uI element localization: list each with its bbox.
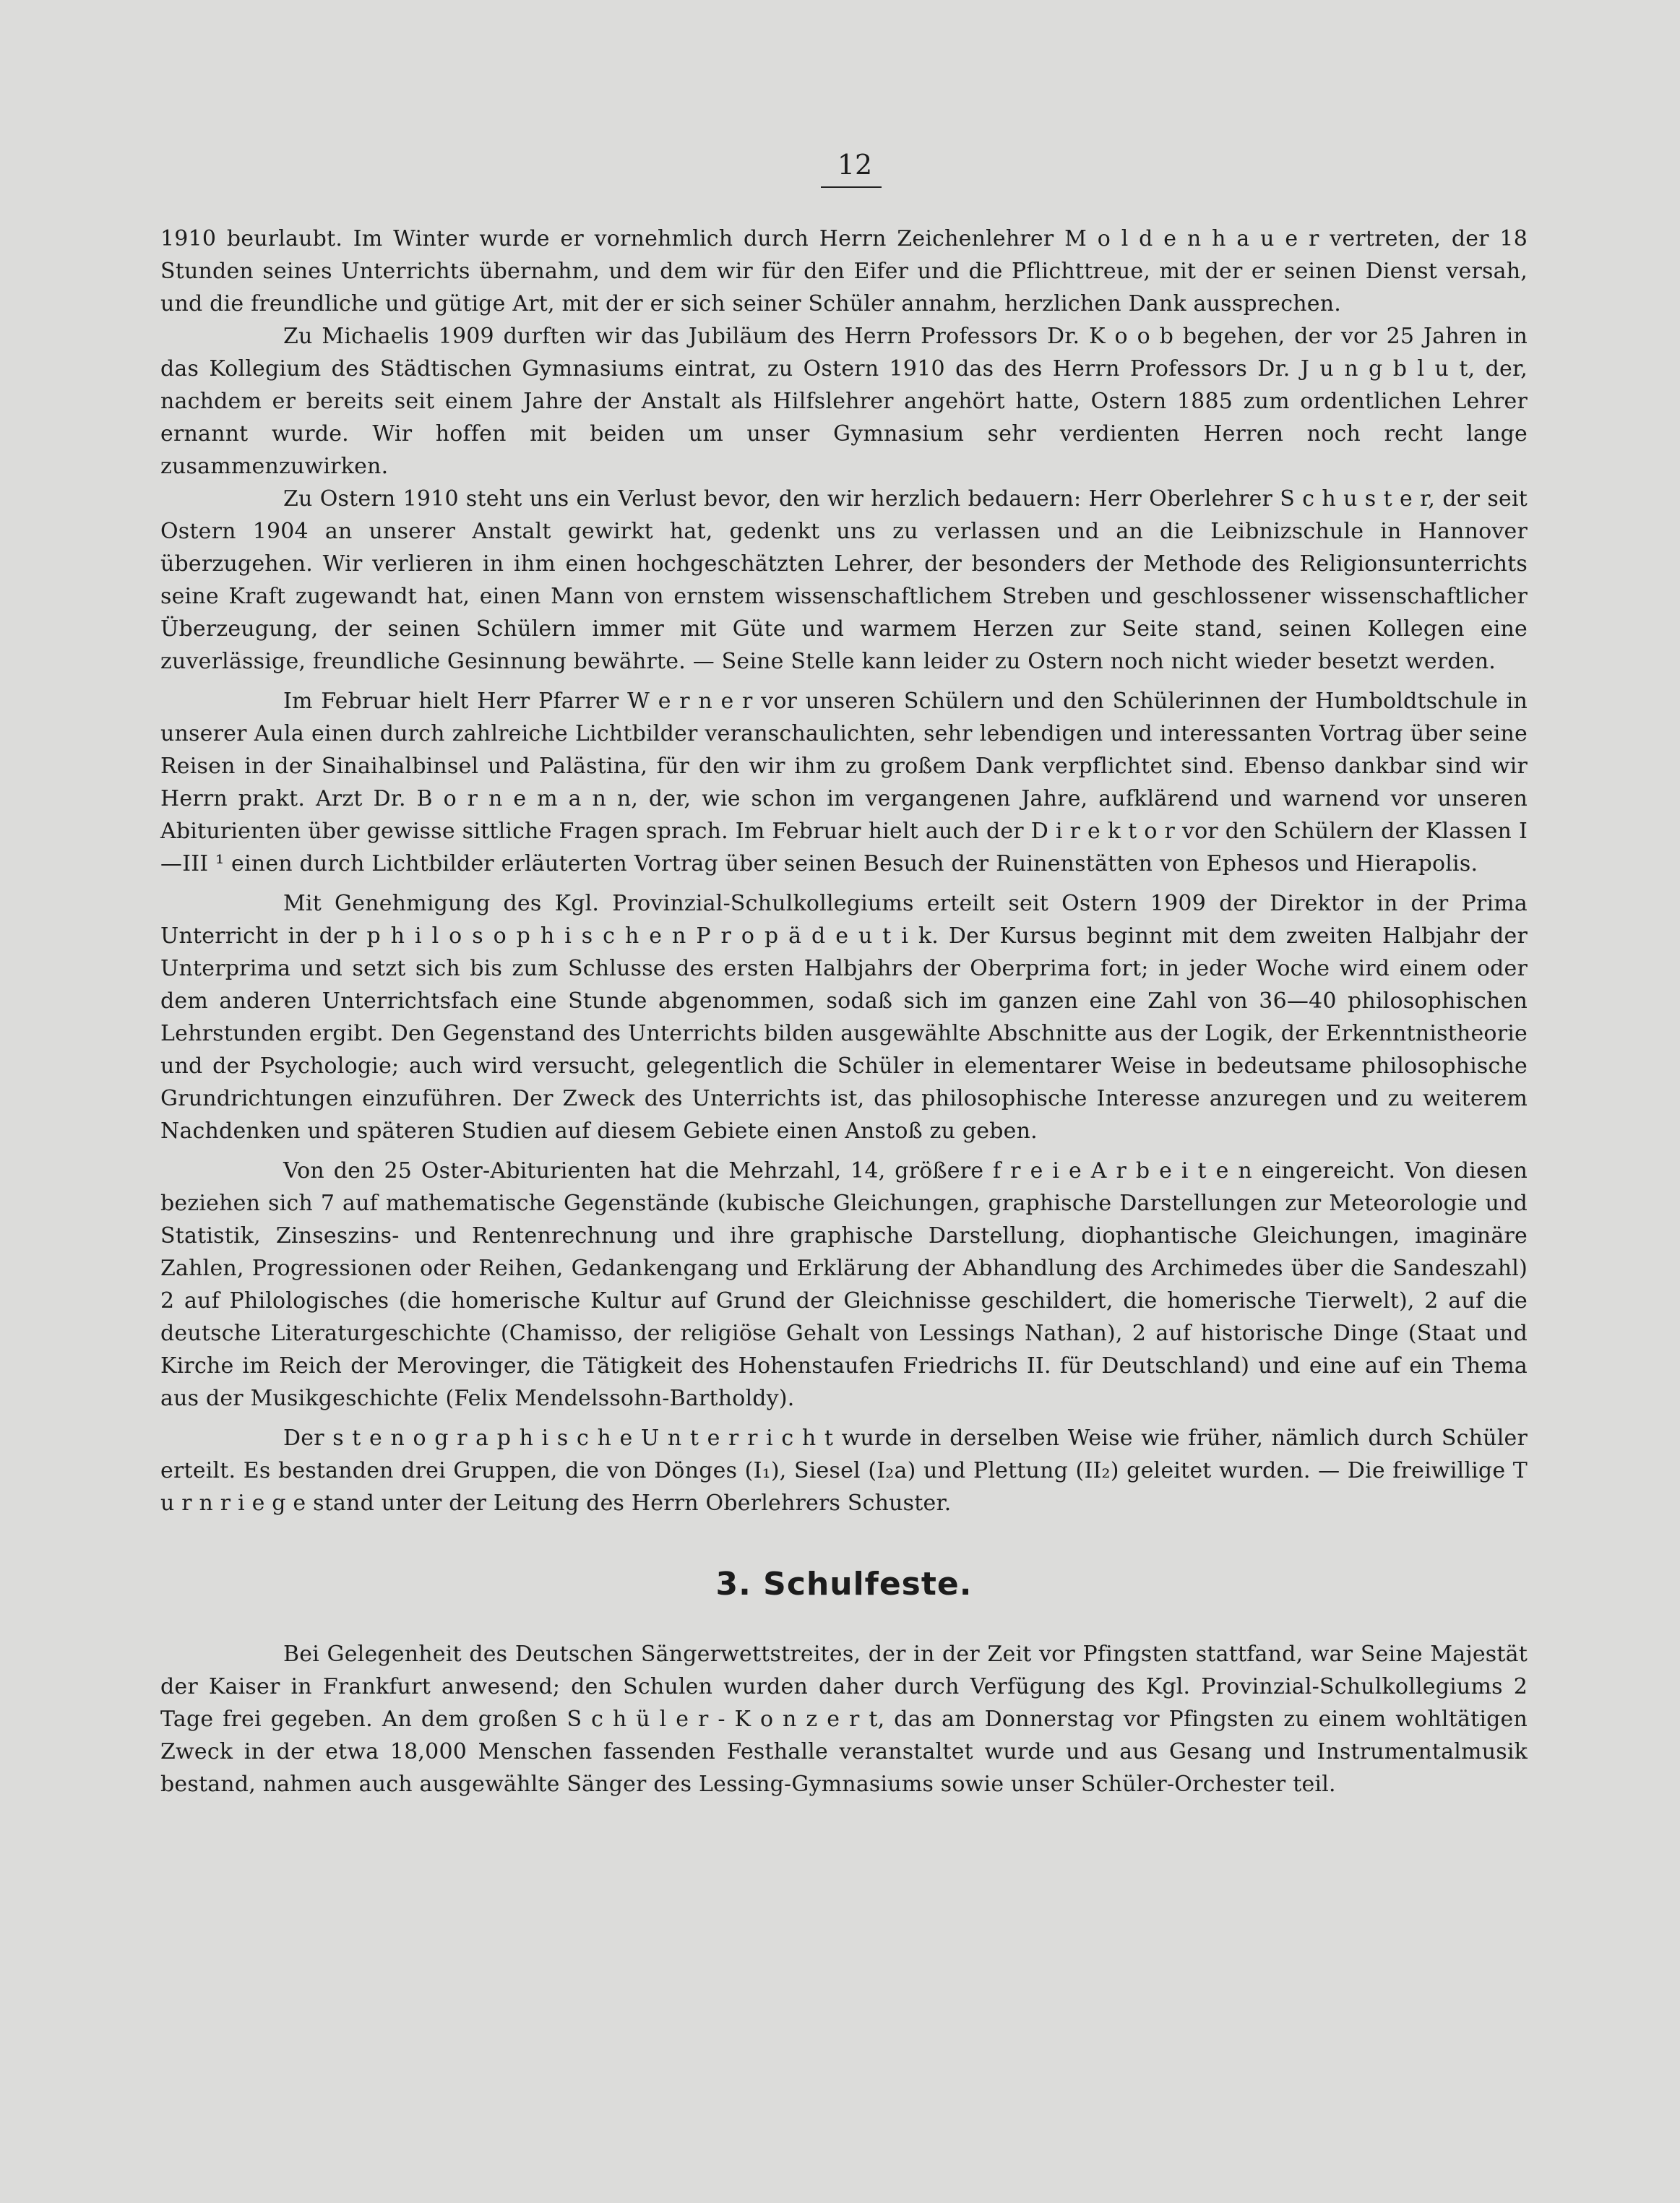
- paragraph-propaedeutik: Mit Genehmigung des Kgl. Provinzial-Schulkollegiums erteilt seit Ostern 1909 der Direktor in der Prima Unterricht in der p h i l o s o p h i s c h e n P r o p ä d e u t i k. Der Kursus beginnt mit dem zweiten Halbjahr der Unterprima und setzt sich bis zum Schlusse des ersten Halbjahrs der Oberprima fort; in jeder Woche wird einem oder dem anderen Unterrichtsfach eine Stunde abgenommen, sodaß sich im ganzen eine Zahl von 36—40 philosophischen Lehrstunden ergibt. Den Gegenstand des Unterrichts bilden ausgewählte Abschnitte aus der Logik, der Erkenntnistheorie und der Psychologie; auch wird versucht, gelegentlich die Schüler in elementarer Weise in bedeutsame philosophische Grundrichtungen einzuführen. Der Zweck des Unterrichts ist, das philosophische Interesse anzuregen und zu weiterem Nachdenken und späteren Studien auf diesem Gebiete einen Anstoß zu geben.: [160, 891, 1528, 1144]
- page-number: 12: [837, 149, 873, 181]
- paragraph-jubilaeum: Zu Michaelis 1909 durften wir das Jubiläum des Herrn Professors Dr. K o o b begehen, der vor 25 Jahren in das Kollegium des Städtischen Gymnasiums eintrat, zu Ostern 1910 das des Herrn Professors Dr. J u n g b l u t, der, nachdem er bereits seit einem Jahre der Anstalt als Hilfslehrer angehört hatte, Ostern 1885 zum ordentlichen Lehrer ernannt wurde. Wir hoffen mit beiden um unser Gymnasium sehr verdienten Herren noch recht lange zusammenzuwirken.: [160, 324, 1528, 479]
- page-number-rule: [821, 186, 882, 188]
- paragraph-stenographie: Der s t e n o g r a p h i s c h e U n t e r r i c h t wurde in derselben Weise wie früher, nämlich durch Schüler erteilt. Es bestanden drei Gruppen, die von Dönges (I₁), Siesel (I₂a) und Plettung (II₂) geleitet wurden. — Die freiwillige T u r n r i e g e stand unter der Leitung des Herrn Oberlehrers Schuster.: [160, 1426, 1528, 1516]
- paragraph-vortraege: Im Februar hielt Herr Pfarrer W e r n e r vor unseren Schülern und den Schülerinnen der Humboldtschule in unserer Aula einen durch zahlreiche Lichtbilder veranschaulichten, sehr lebendigen und interessanten Vortrag über seine Reisen in der Sinaihalbinsel und Palästina, für den wir ihm zu großem Dank verpflichtet sind. Ebenso dankbar sind wir Herrn prakt. Arzt Dr. B o r n e m a n n, der, wie schon im vergangenen Jahre, aufklärend und warnend vor unseren Abiturienten über gewisse sittliche Fragen sprach. Im Februar hielt auch der D i r e k t o r vor den Schülern der Klassen I—III ¹ einen durch Lichtbilder erläuterten Vortrag über seinen Besuch der Ruinenstätten von Ephesos und Hierapolis.: [160, 689, 1528, 876]
- paragraph-schulfeste: Bei Gelegenheit des Deutschen Sängerwettstreites, der in der Zeit vor Pfingsten stattfand, war Seine Majestät der Kaiser in Frankfurt anwesend; den Schulen wurden daher durch Verfügung des Kgl. Provinzial-Schulkollegiums 2 Tage frei gegeben. An dem großen S c h ü l e r - K o n z e r t, das am Donnerstag vor Pfingsten zu einem wohltätigen Zweck in der etwa 18,000 Menschen fassenden Festhalle veranstaltet wurde und aus Gesang und Instrumentalmusik bestand, nahmen auch ausgewählte Sänger des Lessing-Gymnasiums sowie unser Schüler-Orchester teil.: [160, 1642, 1528, 1797]
- paragraph-continuation: 1910 beurlaubt. Im Winter wurde er vornehmlich durch Herrn Zeichenlehrer M o l d e n h a u e r vertreten, der 18 Stunden seines Unterrichts übernahm, und dem wir für den Eifer und die Pflichttreue, mit der er seinen Dienst versah, und die freundliche und gütige Art, mit der er sich seiner Schüler annahm, herzlichen Dank aussprechen.: [160, 226, 1528, 316]
- section-heading: 3. Schulfeste.: [715, 1566, 973, 1603]
- paragraph-freie-arbeiten: Von den 25 Oster-Abiturienten hat die Mehrzahl, 14, größere f r e i e A r b e i t e n eingereicht. Von diesen beziehen sich 7 auf mathematische Gegenstände (kubische Gleichungen, graphische Darstellungen zur Meteorologie und Statistik, Zinseszins- und Rentenrechnung und ihre graphische Darstellung, diophantische Gleichungen, imaginäre Zahlen, Progressionen oder Reihen, Gedankengang und Erklärung der Abhandlung des Archimedes über die Sandeszahl) 2 auf Philologisches (die homerische Kultur auf Grund der Gleichnisse geschildert, die homerische Tierwelt), 2 auf die deutsche Literaturgeschichte (Chamisso, der religiöse Gehalt von Lessings Nathan), 2 auf historische Dinge (Staat und Kirche im Reich der Merovinger, die Tätigkeit des Hohenstaufen Friedrichs II. für Deutschland) und eine auf ein Thema aus der Musikgeschichte (Felix Mendelssohn-Bartholdy).: [160, 1158, 1528, 1411]
- paragraph-verlust: Zu Ostern 1910 steht uns ein Verlust bevor, den wir herzlich bedauern: Herr Oberlehrer S c h u s t e r, der seit Ostern 1904 an unserer Anstalt gewirkt hat, gedenkt uns zu verlassen und an die Leibnizschule in Hannover überzugehen. Wir verlieren in ihm einen hochgeschätzten Lehrer, der besonders der Methode des Religionsunterrichts seine Kraft zugewandt hat, einen Mann von ernstem wissenschaftlichem Streben und geschlossener wissenschaftlicher Überzeugung, der seinen Schülern immer mit Güte und warmem Herzen zur Seite stand, seinen Kollegen eine zuverlässige, freundliche Gesinnung bewährte. — Seine Stelle kann leider zu Ostern noch nicht wieder besetzt werden.: [160, 486, 1528, 674]
- page-body: [160, 223, 1528, 1801]
